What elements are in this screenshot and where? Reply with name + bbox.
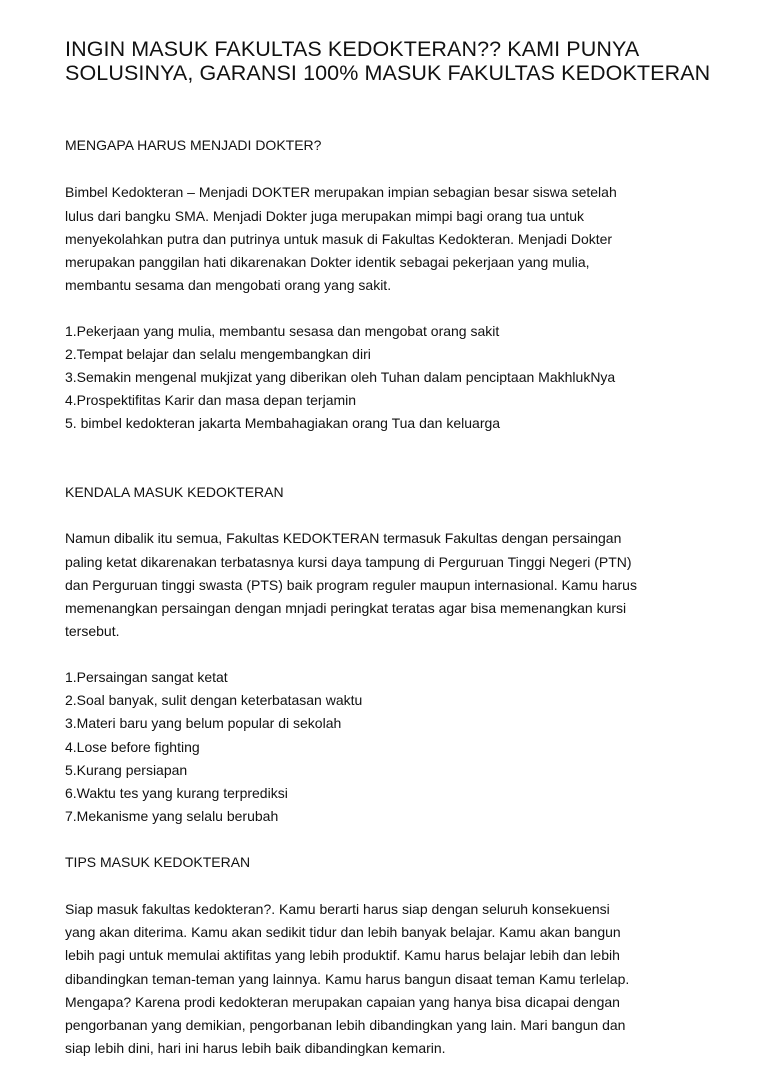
paragraph-line: Siap masuk fakultas kedokteran?. Kamu berarti harus siap dengan seluruh konsekuensi [65,901,610,917]
paragraph-line: merupakan panggilan hati dikarenakan Dokter identik sebagai pekerjaan yang mulia, [65,254,590,270]
paragraph-line: Mengapa? Karena prodi kedokteran merupakan capaian yang hanya bisa dicapai dengan [65,994,620,1010]
list-item: 6.Waktu tes yang kurang terprediksi [65,785,288,801]
list-item: 2.Tempat belajar dan selalu mengembangkan diri [65,346,371,362]
section-heading-mengapa: MENGAPA HARUS MENJADI DOKTER? [65,137,322,153]
paragraph-line: Bimbel Kedokteran – Menjadi DOKTER merupakan impian sebagian besar siswa setelah [65,184,617,200]
paragraph-line: pengorbanan yang demikian, pengorbanan lebih dibandingkan yang lain. Mari bangun dan [65,1017,626,1033]
paragraph-line: siap lebih dini, hari ini harus lebih baik dibandingkan kemarin. [65,1040,446,1056]
list-item: 5.Kurang persiapan [65,762,188,778]
paragraph-line: paling ketat dikarenakan terbatasnya kursi daya tampung di Perguruan Tinggi Negeri (PTN) [65,554,632,570]
paragraph-line: yang akan diterima. Kamu akan sedikit tidur dan lebih banyak belajar. Kamu akan bangun [65,924,621,940]
list-item: 5. bimbel kedokteran jakarta Membahagiakan orang Tua dan keluarga [65,415,501,431]
paragraph-line: dan Perguruan tinggi swasta (PTS) baik program reguler maupun internasional. Kamu harus [65,577,637,593]
document-title: INGIN MASUK FAKULTAS KEDOKTERAN?? KAMI PUNYA SOLUSINYA, GARANSI 100% MASUK FAKULTAS KEDOKTERAN [65,37,711,85]
list-item: 1.Pekerjaan yang mulia, membantu sesasa dan mengobat orang sakit [65,323,500,339]
paragraph-line: lebih pagi untuk memulai aktifitas yang lebih produktif. Kamu harus belajar lebih dan lebih [65,947,620,963]
section-heading-tips: TIPS MASUK KEDOKTERAN [65,854,251,870]
paragraph-line: membantu sesama dan mengobati orang yang sakit. [65,277,392,293]
paragraph-line: dibandingkan teman-teman yang lainnya. Kamu harus bangun disaat teman Kamu terlelap. [65,971,630,987]
paragraph-line: tersebut. [65,623,120,639]
paragraph-line: menyekolahkan putra dan putrinya untuk masuk di Fakultas Kedokteran. Menjadi Dokter [65,231,613,247]
list-item: 1.Persaingan sangat ketat [65,669,228,685]
paragraph-line: Namun dibalik itu semua, Fakultas KEDOKTERAN termasuk Fakultas dengan persaingan [65,530,622,546]
section-heading-kendala: KENDALA MASUK KEDOKTERAN [65,484,284,500]
list-item: 7.Mekanisme yang selalu berubah [65,808,279,824]
list-item: 3.Materi baru yang belum popular di sekolah [65,715,342,731]
paragraph-line: memenangkan persaingan dengan mnjadi peringkat teratas agar bisa memenangkan kursi [65,600,627,616]
paragraph-line: lulus dari bangku SMA. Menjadi Dokter juga merupakan mimpi bagi orang tua untuk [65,208,585,224]
list-item: 2.Soal banyak, sulit dengan keterbatasan waktu [65,692,363,708]
list-item: 4.Prospektifitas Karir dan masa depan terjamin [65,392,357,408]
list-item: 4.Lose before fighting [65,739,200,755]
list-item: 3.Semakin mengenal mukjizat yang diberikan oleh Tuhan dalam penciptaan MakhlukNya [65,369,616,385]
